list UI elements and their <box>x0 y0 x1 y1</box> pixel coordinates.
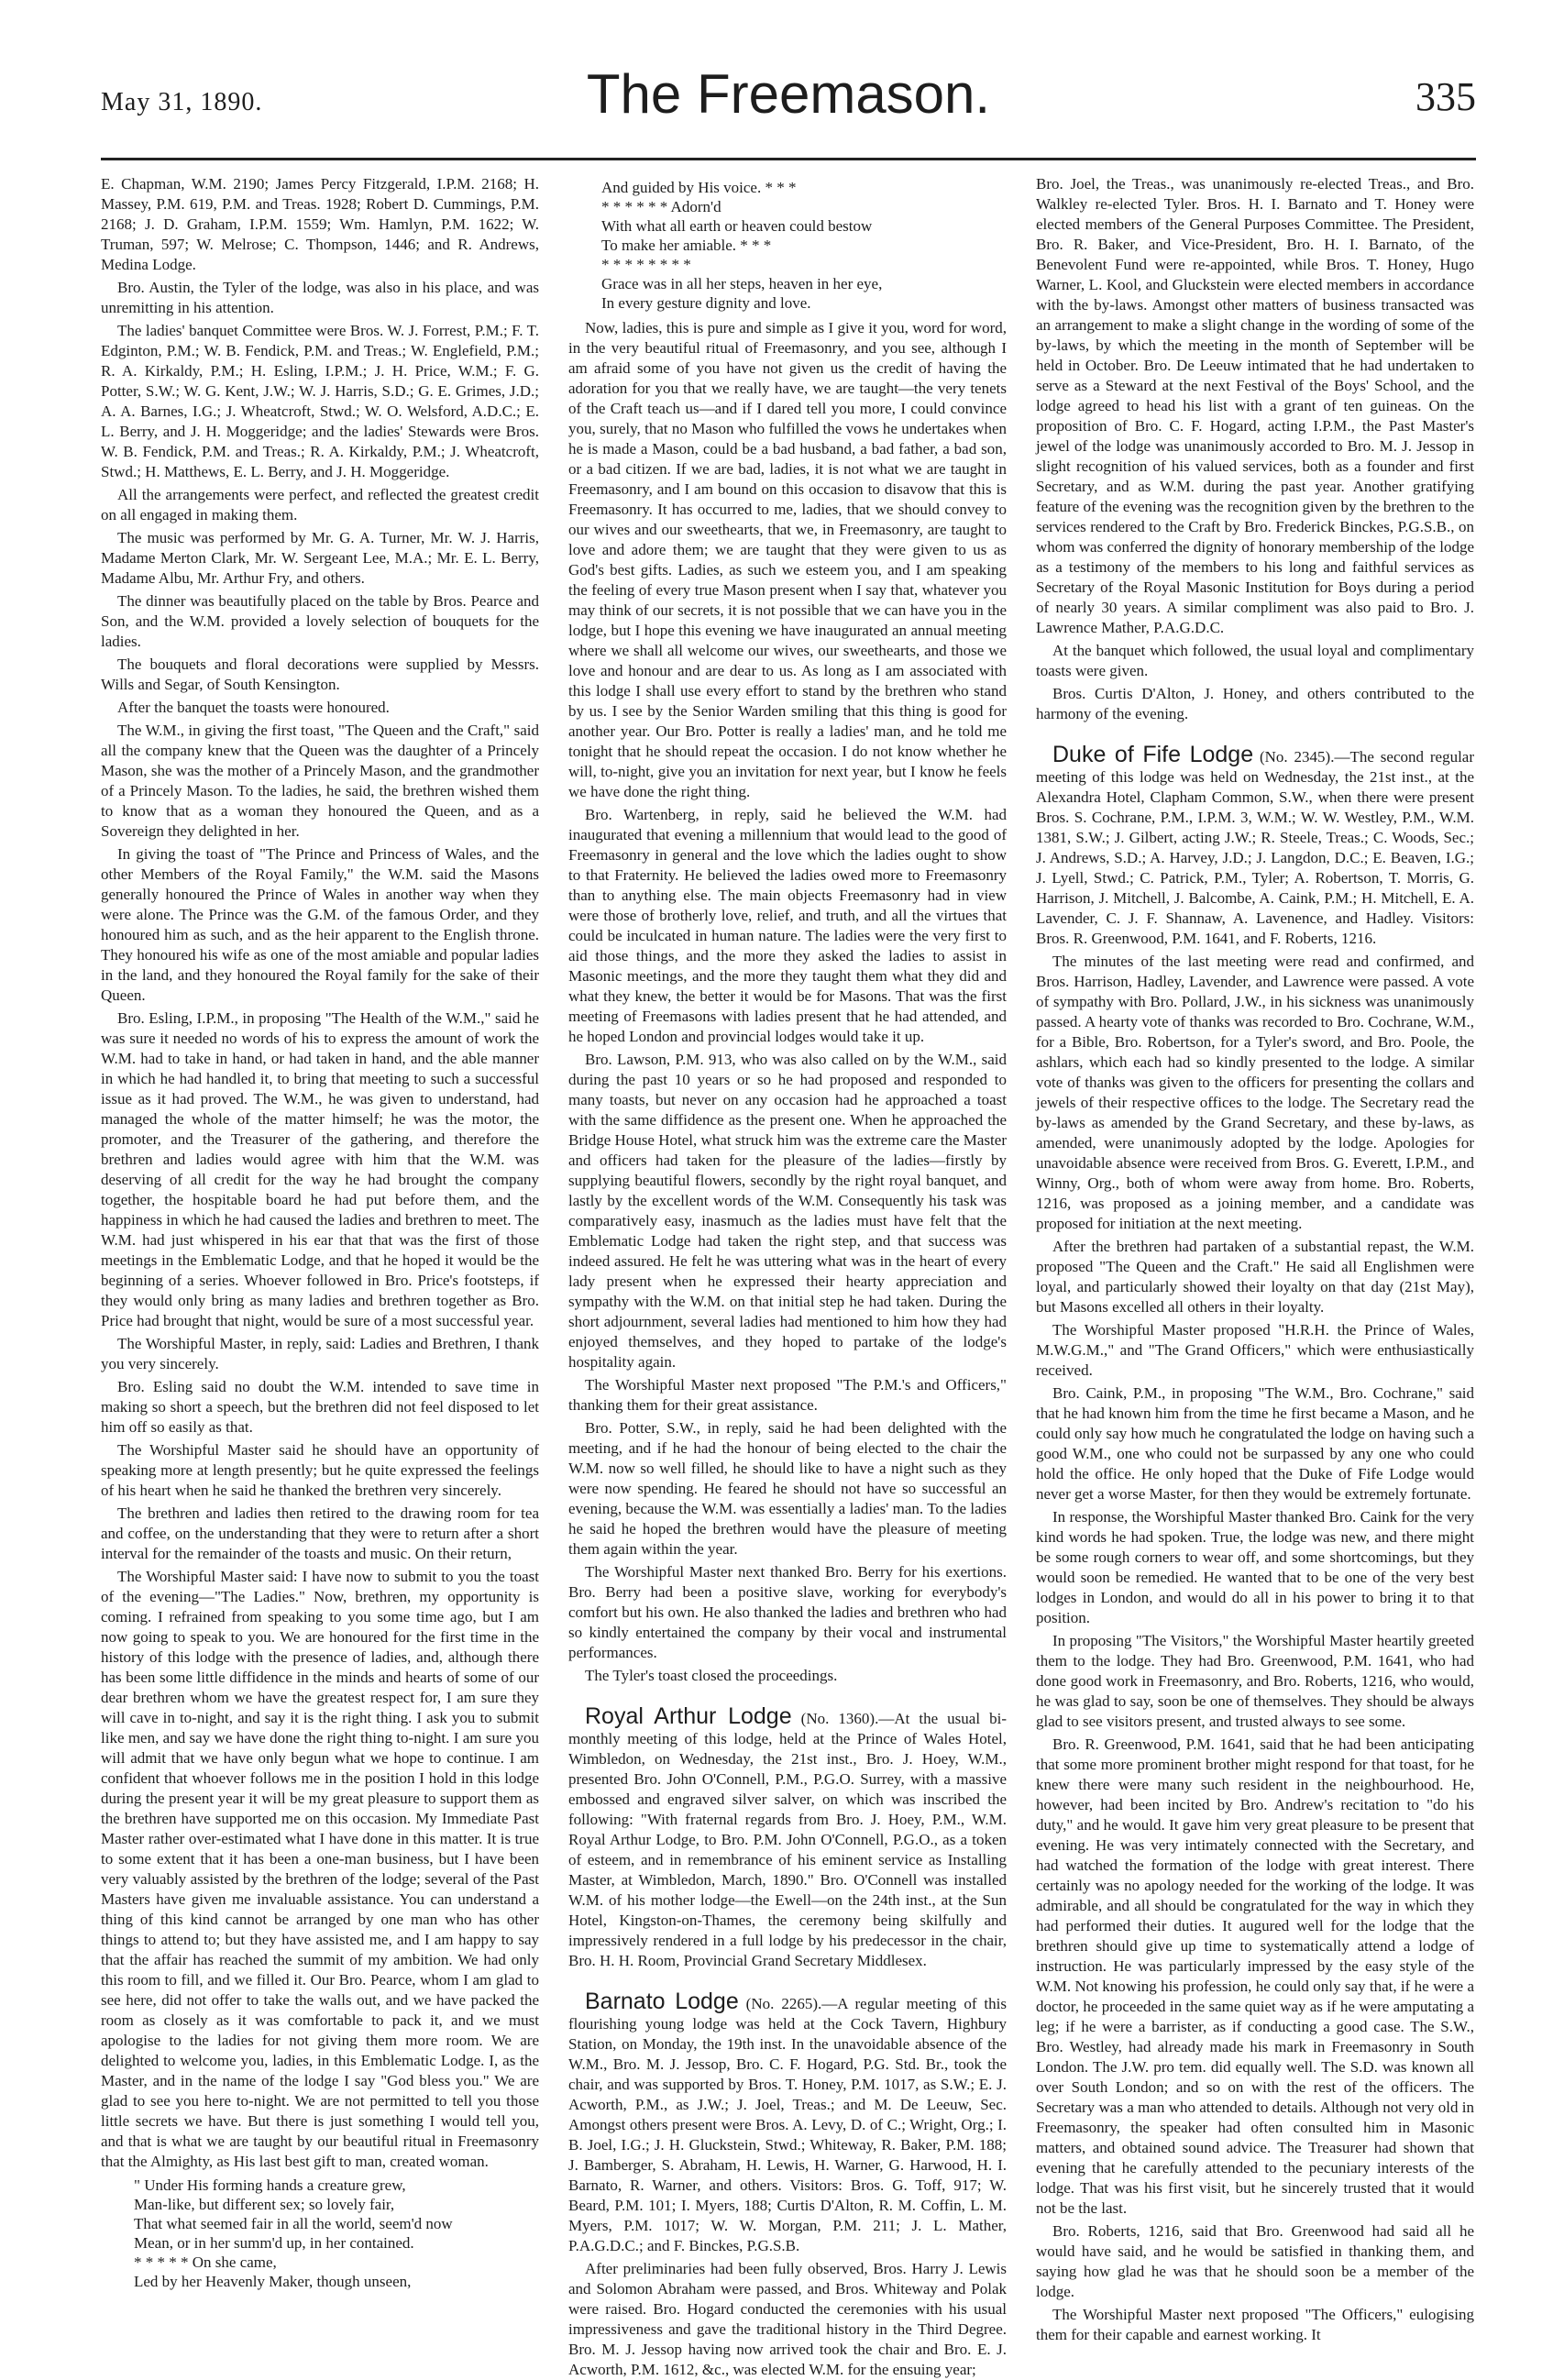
paragraph: In proposing "The Visitors," the Worshipful Master heartily greeted them to the lodge. They had Bro. Greenwood, P.M. 1641, who had done good work in Freemasonry, and Bro. Roberts, 1216, who would, he was glad to say, soon be one of themselves. They should be always glad to see visitors present, and trusted always to see some. <box>1036 1632 1474 1730</box>
verse-line: To make her amiable. * * * <box>601 237 772 254</box>
issue-date: May 31, 1890. <box>101 88 263 116</box>
paragraph: At the banquet which followed, the usual loyal and complimentary toasts were given. <box>1036 642 1474 679</box>
verse-line: Man-like, but different sex; so lovely fair, <box>134 2196 395 2213</box>
paragraph: The Worshipful Master proposed "H.R.H. the Prince of Wales, M.W.G.M.," and "The Grand Officers," which were enthusiastically received. <box>1036 1321 1474 1379</box>
royal-arthur-report <box>568 1703 1007 1971</box>
verse-line: * * * * * * Adorn'd <box>601 198 721 215</box>
column-1 <box>101 174 539 2338</box>
paragraph: Bro. Esling, I.P.M., in proposing "The Health of the W.M.," said he was sure it needed no words of his to express the amount of work the W.M. had to take in hand, or had taken in hand, and the able manner in which he had handled it, to bring that meeting to such a successful issue as it had proved. The W.M., he was given to understand, had managed the whole of the matter himself; he was the motor, the promoter, and the Treasurer of the gathering, and therefore the brethren and ladies would agree with him that the W.M. was deserving of all credit for the way he had brought the company together, the hospitable board he had put before them, and the happiness in which he had caused the ladies and brethren to meet. The W.M. had just whispered in his ear that that was the first of those meetings in the Emblematic Lodge, and that he hoped it would be the beginning of a series. Whoever followed in Bro. Price's footsteps, if they would only bring as many ladies and brethren together as Bro. Price had brought that night, would be sure of a most successful year. <box>101 1009 539 1329</box>
verse-line: Led by her Heavenly Maker, though unseen, <box>134 2273 412 2290</box>
paragraph: The minutes of the last meeting were read and confirmed, and Bros. Harrison, Hadley, Lavender, and Lawrence were passed. A vote of sympathy with Bro. Pollard, J.W., in his sickness was unanimously passed. A hearty vote of thanks was recorded to Bro. Cochrane, W.M., for a Bible, Bro. Robertson, for a Tyler's sword, and Bro. Poole, the ashlars, which each had so kindly presented to the lodge. A similar vote of thanks was given to the officers for presenting the collars and jewels of their respective offices to the lodge. The Secretary read the by-laws as amended by the Grand Secretary, and these by-laws, as amended, were unanimously adopted by the lodge. Apologies for unavoidable absence were received from Bros. G. Everett, I.P.M., and Winny, Org., both of whom were away from home. Bro. Roberts, 1216, was proposed as a joining member, and a candidate was proposed for initiation at the next meeting. <box>1036 953 1474 1232</box>
poem-quote <box>601 178 1007 313</box>
paragraph: —The second regular meeting of this lodge was held on Wednesday, the 21st inst., at the Alexandra Hotel, Clapham Common, S.W., when there were present Bros. S. Cochrane, P.M., I.P.M. 3, W.M.; W. W. Westley, P.M., W.M. 1381, S.W.; J. Gilbert, acting J.W.; R. Steele, Treas.; C. Woods, Sec.; J. Andrews, S.D.; A. Harvey, J.D.; J. Langdon, D.C.; E. Beaven, I.G.; J. Lyell, Stwd.; C. Patrick, P.M., Tyler; A. Robertson, T. Morris, G. Harrison, J. Mitchell, J. Balcombe, A. Caink, P.M.; H. Mitchell, E. A. Lavender, C. J. F. Shannaw, A. Lavenence, and Hadley. Visitors: Bros. R. Greenwood, P.M. 1641, and F. Roberts, 1216. <box>1036 748 1475 947</box>
lodge-number: (No. 1360). <box>791 1710 879 1727</box>
paragraph: The Worshipful Master said: I have now to submit to you the toast of the evening—"The Ladies." Now, brethren, my opportunity is coming. I refrained from speaking to you some time ago, but I am now going to speak to you. We are honoured for the first time in the history of this lodge with the presence of ladies, and, although there has been some little diffidence in the minds and hearts of some of our dear brethren whom we have the greatest respect for, I am sure they will cave in to-night, and say it is the right thing. I ask you to submit like men, and say we have done the right thing to-night. I am sure you will admit that we have only begun what we hope to continue. I am confident that whoever follows me in the position I hold in this lodge during the present year it will be my great pleasure to support them as the brethren have supported me on this occasion. My Immediate Past Master rather over-estimated what I have done in this matter. It is true to some extent that it has been a one-man business, but I have been very valuably assisted by the brethren of the lodge; several of the Past Masters have given me invaluable assistance. You can understand a thing of this kind cannot be arranged by one man who has other things to attend to; but they have assisted me, and I am happy to say that the affair has reached the summit of my ambition. We had only this room to fill, and we filled it. Our Bro. Pearce, whom I am glad to see here, did not offer to take the walls out, and we have packed the room as closely as it was comfortable to pack it, and we must apologise to the ladies for not giving them more room. We are delighted to welcome you, ladies, in this Emblematic Lodge. I, as the Master, and in the name of the lodge I say "God bless you." We are glad to see you here to-night. We are not permitted to tell you those little secrets we have. But there is just something I would tell you, and that is what we are taught by our beautiful ritual in Freemasonry that the Almighty, as His last best gift to man, created woman. <box>101 1568 539 2170</box>
paragraph: E. Chapman, W.M. 2190; James Percy Fitzgerald, I.P.M. 2168; H. Massey, P.M. 619, P.M. and Treas. 1928; Robert D. Cummings, P.M. 2168; J. D. Graham, I.P.M. 1559; Wm. Hamlyn, P.M. 1622; W. Truman, 597; W. Melrose; C. Thompson, 1446; and R. Andrews, Medina Lodge. <box>101 175 539 273</box>
paragraph: In response, the Worshipful Master thanked Bro. Caink for the very kind words he had spoken. True, the lodge was new, and there might be some rough corners to wear off, and some shortcomings, but they would soon be remedied. He wanted that to be one of the very best lodges in London, and would do all in his power to bring it to that position. <box>1036 1508 1474 1626</box>
paragraph: —A regular meeting of this flourishing young lodge was held at the Cock Tavern, Highbury Station, on Monday, the 19th inst. In the unavoidable absence of the W.M., Bro. M. J. Jessop, Bro. C. F. Hogard, P.G. Std. Br., took the chair, and was supported by Bros. T. Honey, P.M. 1017, as S.W.; E. J. Acworth, P.M., as J.W.; J. Joel, Treas.; and M. De Leeuw, Sec. Amongst others present were Bros. A. Levy, D. of C.; Wright, Org.; I. B. Joel, I.G.; J. H. Gluckstein, Stwd.; Whiteway, R. Baker, P.M. 188; J. Bamberger, S. Abraham, H. Lewis, H. Warner, G. Harwood, H. I. Barnato, R. Warner, and others. Visitors: Bros. G. Toff, 917; W. Beard, P.M. 101; I. Myers, 188; Curtis D'Alton, R. M. Coffin, L. M. Myers, P.M. 1017; W. W. Morgan, P.M. 211; J. L. Mather, P.A.G.D.C.; and F. Binckes, P.G.S.B. <box>568 1995 1007 2254</box>
paragraph: Bro. Caink, P.M., in proposing "The W.M., Bro. Cochrane," said that he had known him from the time he first became a Mason, and he could only say how much he congratulated the lodge on having such a good W.M., one who could not be surpassed by any one who could hold the office. He only hoped that the Duke of Fife Lodge would never get a worse Master, for then they would be extremely fortunate. <box>1036 1384 1474 1503</box>
paragraph: Bro. Joel, the Treas., was unanimously re-elected Treas., and Bro. Walkley re-elected Tyler. Bros. H. I. Barnato and T. Honey were elected members of the General Purposes Committee. The President, Bro. R. Baker, and Vice-President, Bro. H. I. Barnato, of the Benevolent Fund were re-appointed, while Bros. T. Honey, Hugo Warner, L. Kool, and Gluckstein were elected members in accordance with the by-laws. Amongst other matters of business transacted was an arrangement to make a slight change in the wording of some of the by-laws, by which the meeting in the month of September will be held in October. Bro. De Leeuw intimated that he had undertaken to serve as a Steward at the next Festival of the Boys' School, and the lodge agreed to head his list with a grant of ten guineas. On the proposition of Bro. C. F. Hogard, acting I.P.M., the Past Master's jewel of the lodge was unanimously accorded to Bro. M. J. Jessop in slight recognition of his valued services, both as a founder and first Secretary, and as W.M. during the past year. Another gratifying feature of the evening was the recognition given by the brethren to the services rendered to the Craft by Bro. Frederick Binckes, P.G.S.B., on whom was conferred the dignity of honorary membership of the lodge as a testimony of the members to his long and faithful services as Secretary of the Royal Masonic Institution for Boys during a period of nearly 30 years. A similar compliment was also paid to Bro. J. Lawrence Mather, P.A.G.D.C. <box>1036 175 1474 636</box>
newspaper-title: The Freemason. <box>586 63 991 125</box>
paragraph: Bros. Curtis D'Alton, J. Honey, and others contributed to the harmony of the evening. <box>1036 685 1474 722</box>
paragraph: Bro. Potter, S.W., in reply, said he had been delighted with the meeting, and if he had the honour of being elected to the chair the W.M. now so well filled, he should like to have a night such as they were now spending. He feared he should not have so successful an evening, because the W.M. was essentially a ladies' man. To the ladies he said he hoped the brethren would have the pleasure of meeting them again within the year. <box>568 1419 1007 1558</box>
paragraph: The ladies' banquet Committee were Bros. W. J. Forrest, P.M.; F. T. Edginton, P.M.; W. B. Fendick, P.M. and Treas.; W. Englefield, P.M.; R. A. Kirkaldy, P.M.; H. Esling, I.P.M.; J. H. Price, W.M.; F. G. Potter, S.W.; W. G. Kent, J.W.; W. J. Harris, S.D.; G. E. Grimes, J.D.; A. A. Barnes, I.G.; J. Wheatcroft, Stwd.; W. O. Welsford, A.D.C.; E. L. Berry, and J. H. Moggeridge; and the ladies' Stewards were Bros. W. B. Fendick, P.M. and Treas.; R. A. Kirkaldy, P.M.; J. Wheatcroft, Stwd.; H. Matthews, E. L. Berry, and J. H. Moggeridge. <box>101 322 539 480</box>
duke-of-fife-report <box>1036 744 1474 949</box>
paragraph: After the brethren had partaken of a substantial repast, the W.M. proposed "The Queen and the Craft." He said all Englishmen were loyal, and particularly showed their loyalty on that day (21st May), but Masons excelled all others in their loyalty. <box>1036 1238 1474 1316</box>
verse-line: That what seemed fair in all the world, seem'd now <box>134 2215 453 2232</box>
lodge-heading: Duke of Fife Lodge <box>1052 742 1254 767</box>
paragraph: Bro. Esling said no doubt the W.M. intended to save time in making so short a speech, but the brethren did not feel disposed to let him off so easily as that. <box>101 1378 539 1436</box>
page-number: 335 <box>1415 74 1476 119</box>
paragraph: Bro. Roberts, 1216, said that Bro. Greenwood had said all he would have said, and he would be satisfied in thanking them, and saying how glad he was that he should soon be a member of the lodge. <box>1036 2222 1474 2300</box>
lodge-number: (No. 2345). <box>1253 748 1335 766</box>
poem-quote <box>134 2176 539 2291</box>
verse-line: * * * * * * * * <box>601 256 691 273</box>
paragraph: The Worshipful Master, in reply, said: Ladies and Brethren, I thank you very sincerely. <box>101 1335 539 1372</box>
paragraph: Now, ladies, this is pure and simple as I give it you, word for word, in the very beautiful ritual of Freemasonry, and you see, although I am afraid some of you have not given us the credit of having the adoration for you that we really have, we are taught—the very tenets of the Craft teach us—and if I dared tell you more, I could convince you, surely, that no Mason who fulfilled the vows he undertakes when he is made a Mason, could be a bad husband, a bad father, a bad son, or a bad citizen. If we are bad, ladies, it is not what we are taught in Freemasonry, and I am bound on this occasion to disavow that this is Freemasonry. It has occurred to me, ladies, that we should convey to our wives and our sweethearts, that we, in Freemasonry, are taught to love and adore them; we are taught that they were given to us as God's best gifts. Ladies, as such we esteem you, and I am speaking the feeling of every true Mason present when I say that, whatever you may think of our secrets, it is not possible that we can have you in the lodge, but I hope this evening we have inaugurated an annual meeting where we shall all welcome our wives, our sweethearts, and those we love and honour and are dear to us. As long as I am associated with this lodge I shall use every effort to stand by the brethren who stand by us. I see by the Senior Warden smiling that this thing is good for another year. Our Bro. Potter is really a ladies' man, and he told me tonight that he should repeat the occasion. I do not know whether he will, to-night, give you an invitation for next year, but I know he feels we have done the right thing. <box>568 319 1007 800</box>
paragraph: After preliminaries had been fully observed, Bros. Harry J. Lewis and Solomon Abraham were passed, and Bros. Whiteway and Polak were raised. Bro. Hogard conducted the ceremonies with his usual impressiveness and gave the traditional history in the Third Degree. Bro. M. J. Jessop having now arrived took the chair and Bro. E. J. Acworth, P.M. 1612, &c., was elected W.M. for the ensuing year; <box>568 2260 1007 2378</box>
paragraph: Bro. R. Greenwood, P.M. 1641, said that he had been anticipating that some more prominent brother might respond for that toast, for he knew there were many such resident in the neighbourhood. He, however, had been incited by Bro. Andrew's recitation to "do his duty," and he would. It gave him very great pleasure to be present that evening. He was very intimately connected with the Secretary, and had watched the formation of the lodge with great interest. There certainly was no apology needed for the working of the lodge. It was admirable, and all should be congratulated for the way in which they had performed their duties. It augured well for the lodge that the brethren should give up time to systematically attend a lodge of instruction. He was particularly impressed by the easy style of the W.M. Not knowing his profession, he could only say that, if he were a doctor, he proceeded in the same quiet way as if he were amputating a leg; if he were a barrister, as if conducting a good case. The S.W., Bro. Westley, had already made his mark in Freemasonry in South London. The J.W. pro tem. did equally well. The S.D. was known all over South London; and so on with the rest of the officers. The Secretary was a man who attended to details. Although not very old in Freemasonry, the speaker had often consulted him in Masonic matters, and obtained sound advice. The Treasurer had shown that evening that he carefully attended to the pecuniary interests of the lodge. That was his first visit, but he sincerely trusted that it would not be the last. <box>1036 1735 1474 2217</box>
lodge-heading: Royal Arthur Lodge <box>585 1703 792 1729</box>
barnato-report <box>568 1991 1007 2256</box>
paragraph: The bouquets and floral decorations were supplied by Messrs. Wills and Segar, of South Kensington. <box>101 656 539 693</box>
verse-line: And guided by His voice. * * * <box>601 179 797 196</box>
header-rule <box>101 158 1476 160</box>
column-2 <box>568 174 1007 2378</box>
paragraph: —At the usual bi-monthly meeting of this lodge, held at the Prince of Wales Hotel, Wimbledon, on Wednesday, the 21st inst., Bro. J. Hoey, W.M., presented Bro. John O'Connell, P.M., P.G.O. Surrey, with a massive embossed and engraved silver salver, on which was inscribed the following: "With fraternal regards from Bro. J. Hoey, P.M., W.M. Royal Arthur Lodge, to Bro. P.M. John O'Connell, P.G.O., as a token of esteem, and in remembrance of his eminent service as Installing Master, at Wimbledon, March, 1890." Bro. O'Connell was installed W.M. of his mother lodge—the Ewell—on the 24th inst., at the Sun Hotel, Kingston-on-Thames, the ceremony being skilfully and impressively rendered in a full lodge by his predecessor in the chair, Bro. H. H. Room, Provincial Grand Secretary Middlesex. <box>568 1710 1007 1969</box>
paragraph: The brethren and ladies then retired to the drawing room for tea and coffee, on the understanding that they were to return after a short interval for the remainder of the toasts and music. On their return, <box>101 1504 539 1562</box>
paragraph: All the arrangements were perfect, and reflected the greatest credit on all engaged in making them. <box>101 486 539 523</box>
paragraph: After the banquet the toasts were honoured. <box>117 699 390 716</box>
paragraph: The Worshipful Master next proposed "The P.M.'s and Officers," thanking them for their great assistance. <box>568 1376 1007 1414</box>
paragraph: The Worshipful Master next proposed "The Officers," eulogising them for their capable and earnest working. It <box>1036 2306 1474 2343</box>
verse-line: Grace was in all her steps, heaven in her eye, <box>601 275 883 292</box>
paragraph: Bro. Lawson, P.M. 913, who was also called on by the W.M., said during the past 10 years or so he had proposed and responded to many toasts, but never on any occasion had he approached a toast with the same diffidence as the present one. When he approached the Bridge House Hotel, what struck him was the extreme care the Master and officers had taken for the pleasure of the ladies—firstly by supplying beautiful flowers, secondly by the right royal banquet, and lastly by the excellent words of the W.M. Consequently his task was comparatively easy, inasmuch as the ladies must have felt that the Emblematic Lodge had taken the right step, and that success was indeed assured. He felt he was uttering what was in the heart of every lady present when he expressed their hearty appreciation and sympathy with the W.M. on that initial step he had taken. During the short adjournment, several ladies had mentioned to him how they had enjoyed themselves, and they hoped to partake of the lodge's hospitality again. <box>568 1051 1007 1371</box>
paragraph: The dinner was beautifully placed on the table by Bros. Pearce and Son, and the W.M. provided a lovely selection of bouquets for the ladies. <box>101 592 539 650</box>
verse-line: Mean, or in her summ'd up, in her contained. <box>134 2234 414 2252</box>
paragraph: The Worshipful Master said he should have an opportunity of speaking more at length presently; but he quite expressed the feelings of his heart when he said he thanked the brethren very sincerely. <box>101 1441 539 1499</box>
column-3 <box>1036 174 1475 2343</box>
paragraph: The Worshipful Master next thanked Bro. Berry for his exertions. Bro. Berry had been a positive slave, working for everybody's comfort but his own. He also thanked the ladies and brethren who had so kindly entertained the company by their vocal and instrumental performances. <box>568 1563 1007 1661</box>
page-header <box>101 62 1476 145</box>
paragraph: In giving the toast of "The Prince and Princess of Wales, and the other Members of the Royal Family," the W.M. said the Masons generally honoured the Prince of Wales in another way when they were alone. The Prince was the G.M. of the famous Order, and they honoured him as such, and as the heir apparent to the English throne. They honoured his wife as one of the most amiable and popular ladies in the land, and they honoured the Royal family for the sake of their Queen. <box>101 845 539 1004</box>
verse-line: * * * * * On she came, <box>134 2253 277 2271</box>
paragraph: The Tyler's toast closed the proceedings. <box>585 1667 838 1684</box>
verse-line: " Under His forming hands a creature grew, <box>134 2176 406 2194</box>
verse-line: With what all earth or heaven could bestow <box>601 217 873 235</box>
paragraph: Bro. Austin, the Tyler of the lodge, was also in his place, and was unremitting in his attention. <box>101 279 539 316</box>
verse-line: In every gesture dignity and love. <box>601 294 811 312</box>
lodge-heading: Barnato Lodge <box>585 1989 739 2014</box>
paragraph: Bro. Wartenberg, in reply, said he believed the W.M. had inaugurated that evening a millennium that would lead to the good of Freemasonry in general and the love which the ladies ought to show to that Fraternity. He believed the ladies owed more to Freemasonry than to anything else. The main objects Freemasonry had in view were those of brotherly love, relief, and truth, and all the virtues that could be inculcated in human nature. The ladies were the very first to aid those things, and the more they asked the ladies to assist in Masonic meetings, and the more they taught them what they did and what they knew, the better it would be for Masons. That was the first meeting of Freemasons with ladies present that he had attended, and he hoped London and provincial lodges would take it up. <box>568 806 1007 1045</box>
paragraph: The music was performed by Mr. G. A. Turner, Mr. W. J. Harris, Madame Merton Clark, Mr. W. Sergeant Lee, M.A.; Mr. E. L. Berry, Madame Albu, Mr. Arthur Fry, and others. <box>101 529 539 587</box>
paragraph: The W.M., in giving the first toast, "The Queen and the Craft," said all the company knew that the Queen was the daughter of a Princely Mason, she was the mother of a Princely Mason, and the grandmother of a Princely Mason. To the ladies, he said, the brethren wished them to know that as a woman they honoured the Queen, and as a Sovereign they delighted in her. <box>101 722 539 840</box>
lodge-number: (No. 2265). <box>738 1995 822 2012</box>
